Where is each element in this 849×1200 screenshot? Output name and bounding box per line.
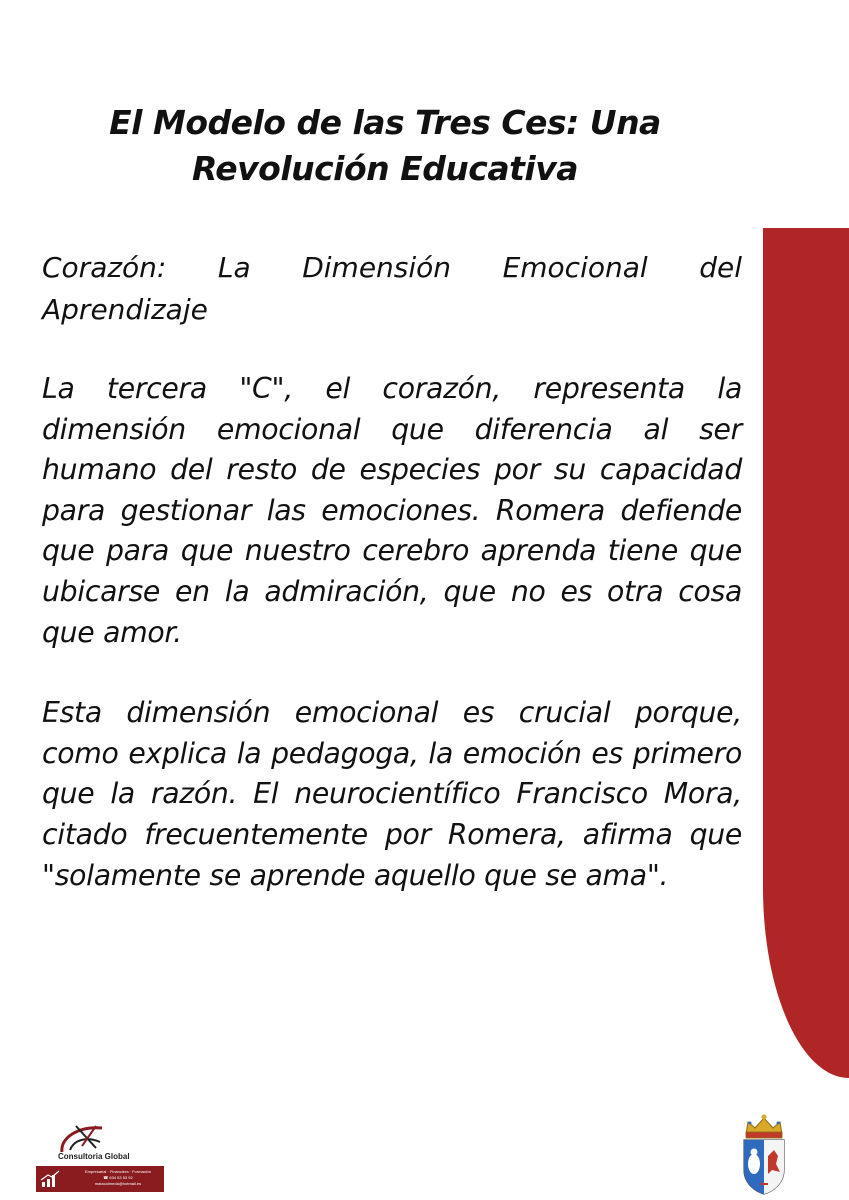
consultoria-swoosh-icon: [56, 1120, 116, 1156]
consultoria-tagline: [74, 1169, 162, 1187]
section-heading: Corazón: La Dimensión Emocional del Aprendizaje: [42, 251, 742, 326]
paragraph-2: Esta dimensión emocional es crucial porque, como explica la pedagoga, la emoción es primero que la razón. El neurocientífico Francisco Mora, citado frecuentemente por Romera, afirma que "solamente se aprende aquello que se ama".: [42, 696, 742, 892]
consultoria-name: Consultoria Global: [58, 1152, 130, 1161]
growth-chart-icon: [40, 1170, 60, 1188]
consultoria-phone: ☎ 634 53 53 92: [103, 1175, 133, 1180]
document-body: [42, 247, 742, 936]
municipal-coat-of-arms-icon: [738, 1112, 790, 1196]
decorative-side-band: [763, 228, 849, 1078]
consultoria-email: matacolmeda@hotmail.es: [94, 1181, 142, 1186]
consultoria-services: Empresarial · Financiera · Formación: [84, 1169, 152, 1174]
consultoria-global-logo: [36, 1118, 164, 1194]
paragraph-1: La tercera "C", el corazón, representa la dimensión emocional que diferencia al ser humano del resto de especies por su capacidad para gestionar las emociones. Romera defiende que para que nuestro cerebro aprenda tiene que ubicarse en la admiración, que no es otra cosa que amor.: [42, 372, 742, 649]
consultoria-info-bar: [36, 1166, 164, 1192]
document-title: El Modelo de las Tres Ces: Una Revolución Educativa: [109, 103, 661, 188]
